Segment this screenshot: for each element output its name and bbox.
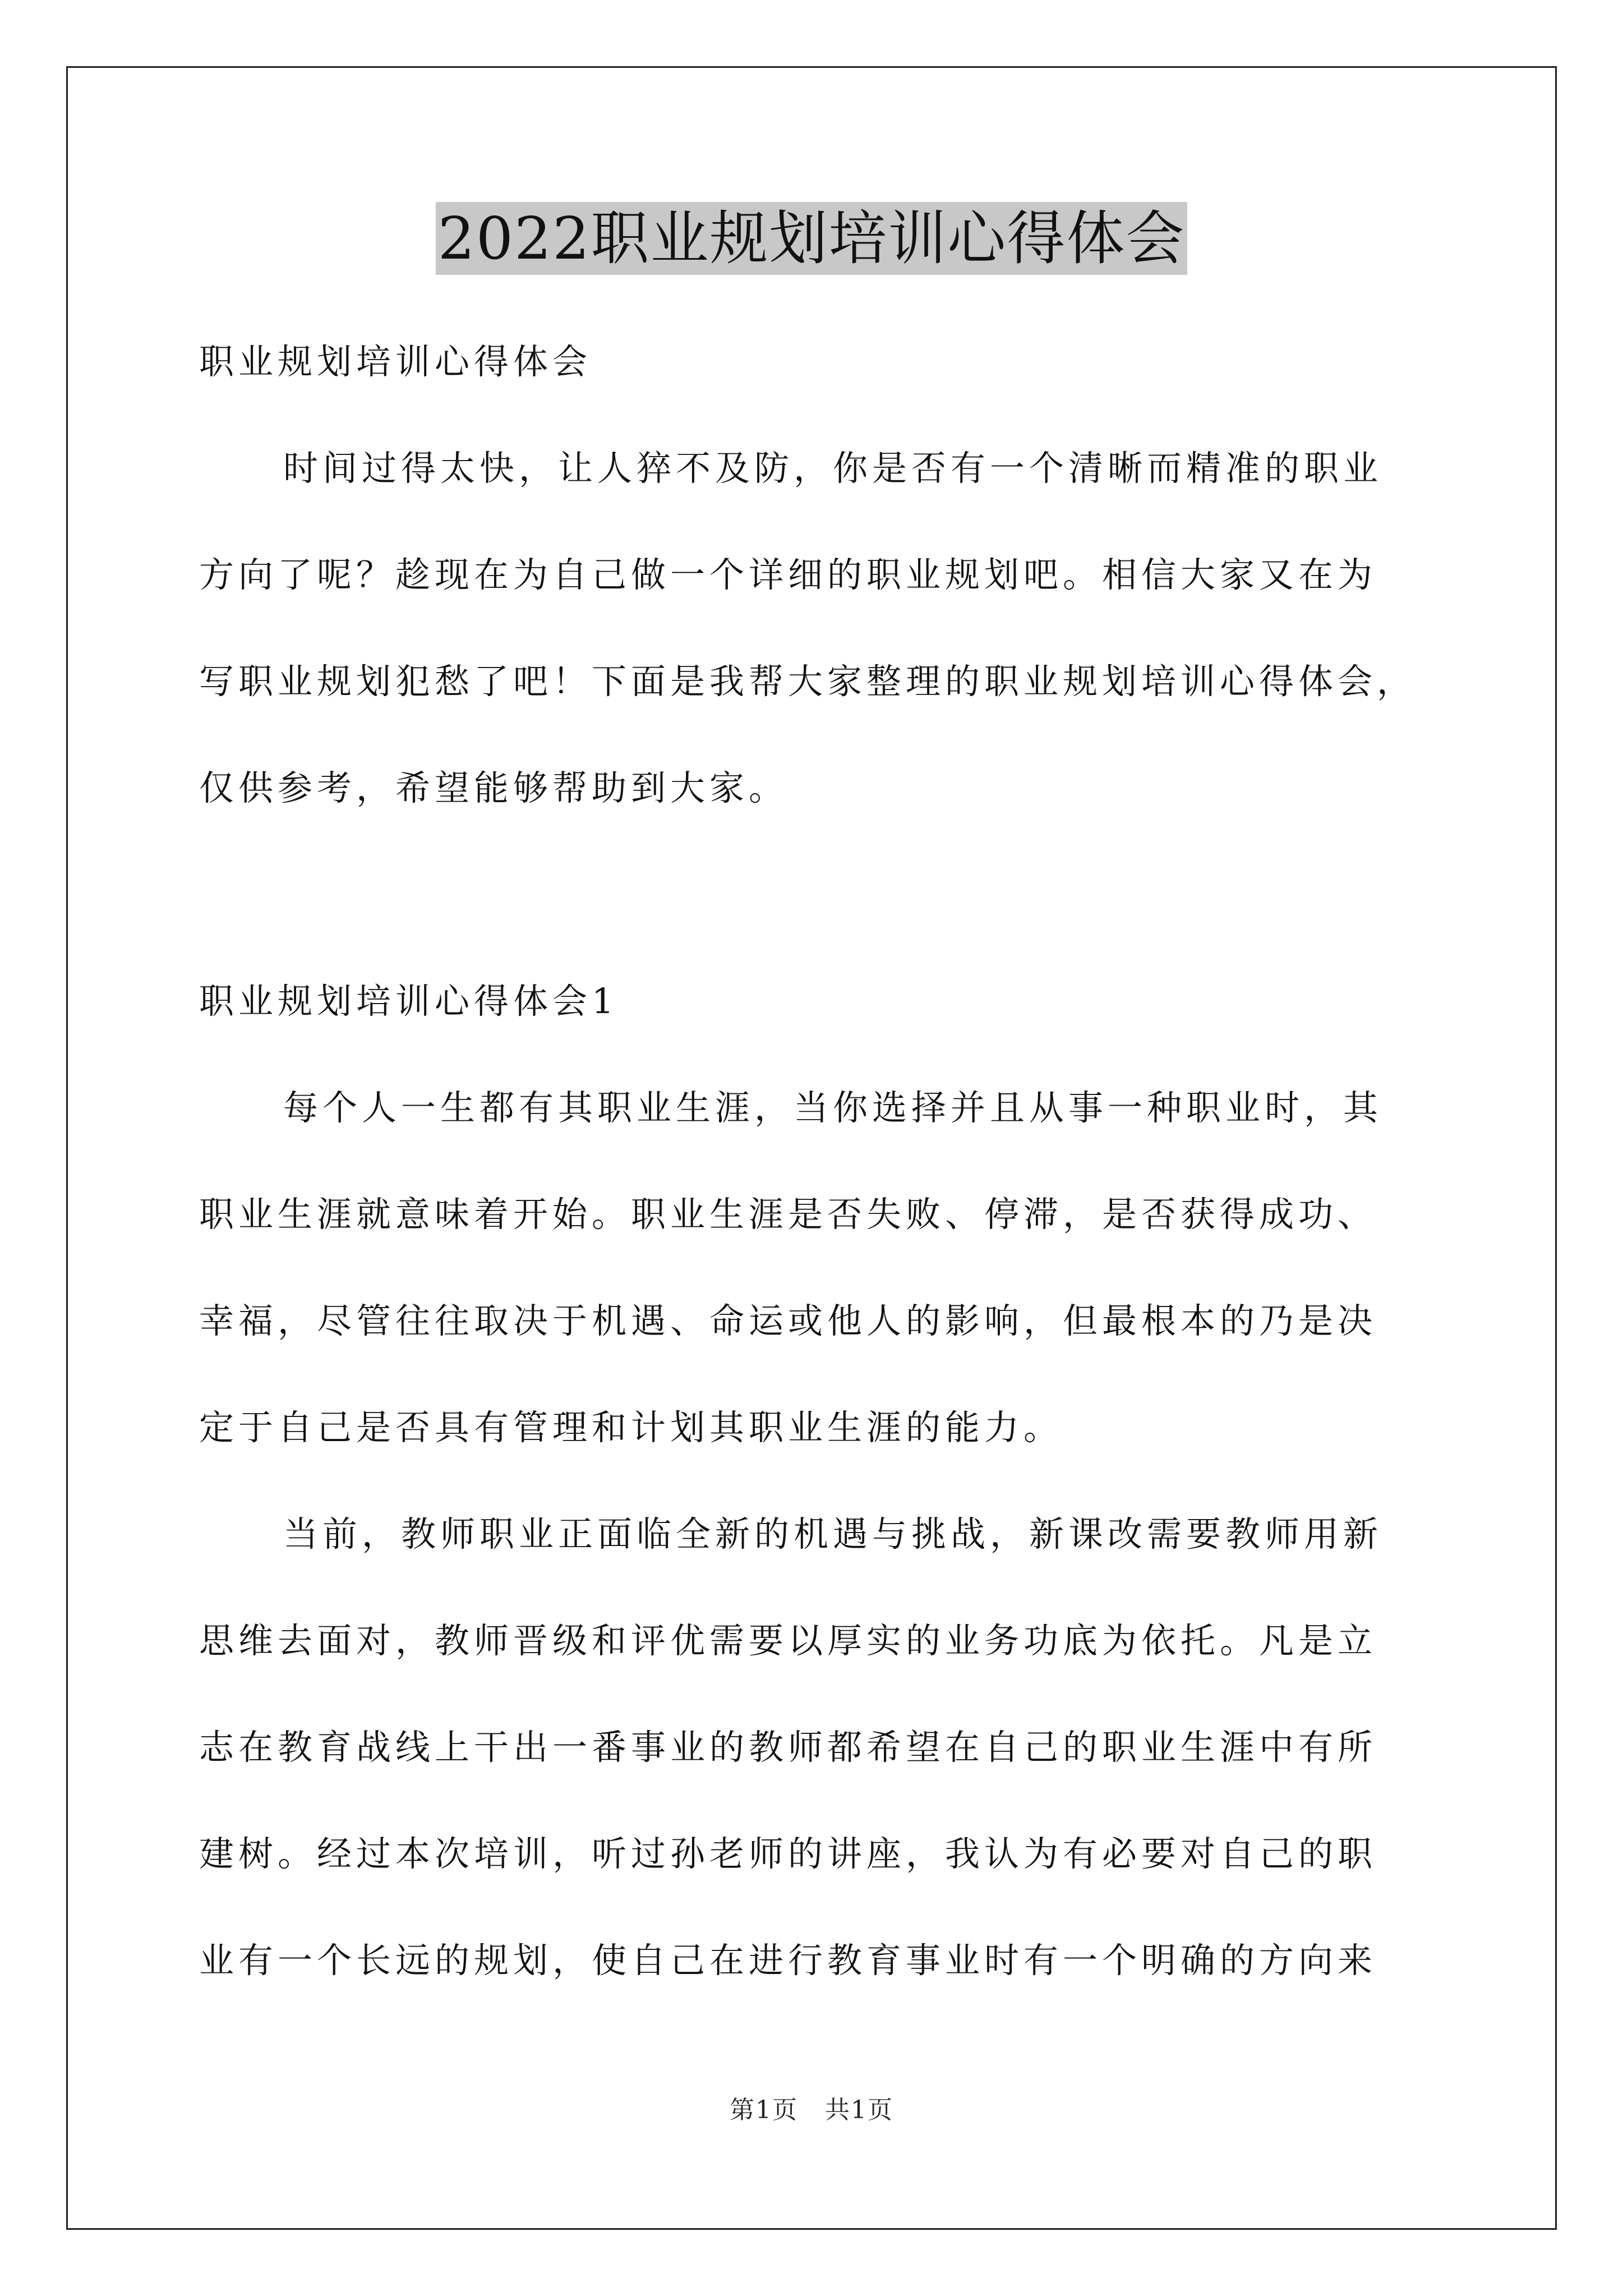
page-number-current: 第1页 (730, 2096, 798, 2124)
section-heading: 职业规划培训心得体会 (199, 341, 592, 382)
text-line: 幸福，尽管往往取决于机遇、命运或他人的影响，但最根本的乃是决 (199, 1300, 1377, 1341)
text-line: 业有一个长远的规划，使自己在进行教育事业时有一个明确的方向来 (199, 1940, 1377, 1981)
text-line: 定于自己是否具有管理和计划其职业生涯的能力。 (199, 1407, 1063, 1448)
document-title: 2022职业规划培训心得体会 (436, 202, 1188, 275)
text-line: 建树。经过本次培训，听过孙老师的讲座，我认为有必要对自己的职 (199, 1833, 1377, 1874)
page-number-total: 共1页 (825, 2096, 893, 2124)
text-line: 当前，教师职业正面临全新的机遇与挑战，新课改需要教师用新 (283, 1513, 1383, 1554)
text-line: 每个人一生都有其职业生涯，当你选择并且从事一种职业时，其 (283, 1087, 1383, 1128)
text-line: 思维去面对，教师晋级和评优需要以厚实的业务功底为依托。凡是立 (199, 1620, 1377, 1661)
document-body (199, 309, 1433, 2014)
text-line: 时间过得太快，让人猝不及防，你是否有一个清晰而精准的职业 (283, 448, 1383, 489)
paragraph-spacer (199, 841, 1433, 948)
text-line: 职业生涯就意味着开始。职业生涯是否失败、停滞，是否获得成功、 (199, 1194, 1377, 1235)
title-container (0, 202, 1623, 275)
section-heading: 职业规划培训心得体会1 (199, 981, 619, 1022)
text-line: 仅供参考，希望能够帮助到大家。 (199, 767, 789, 808)
paragraph-teacher (199, 1481, 1433, 2014)
paragraph-intro (199, 415, 1433, 841)
page-footer (0, 2090, 1623, 2125)
text-line: 写职业规划犯愁了吧！下面是我帮大家整理的职业规划培训心得体会， (199, 661, 1417, 702)
text-line: 方向了呢？趁现在为自己做一个详细的职业规划吧。相信大家又在为 (199, 554, 1377, 595)
paragraph-career (199, 1055, 1433, 1481)
text-line: 志在教育战线上干出一番事业的教师都希望在自己的职业生涯中有所 (199, 1727, 1377, 1768)
